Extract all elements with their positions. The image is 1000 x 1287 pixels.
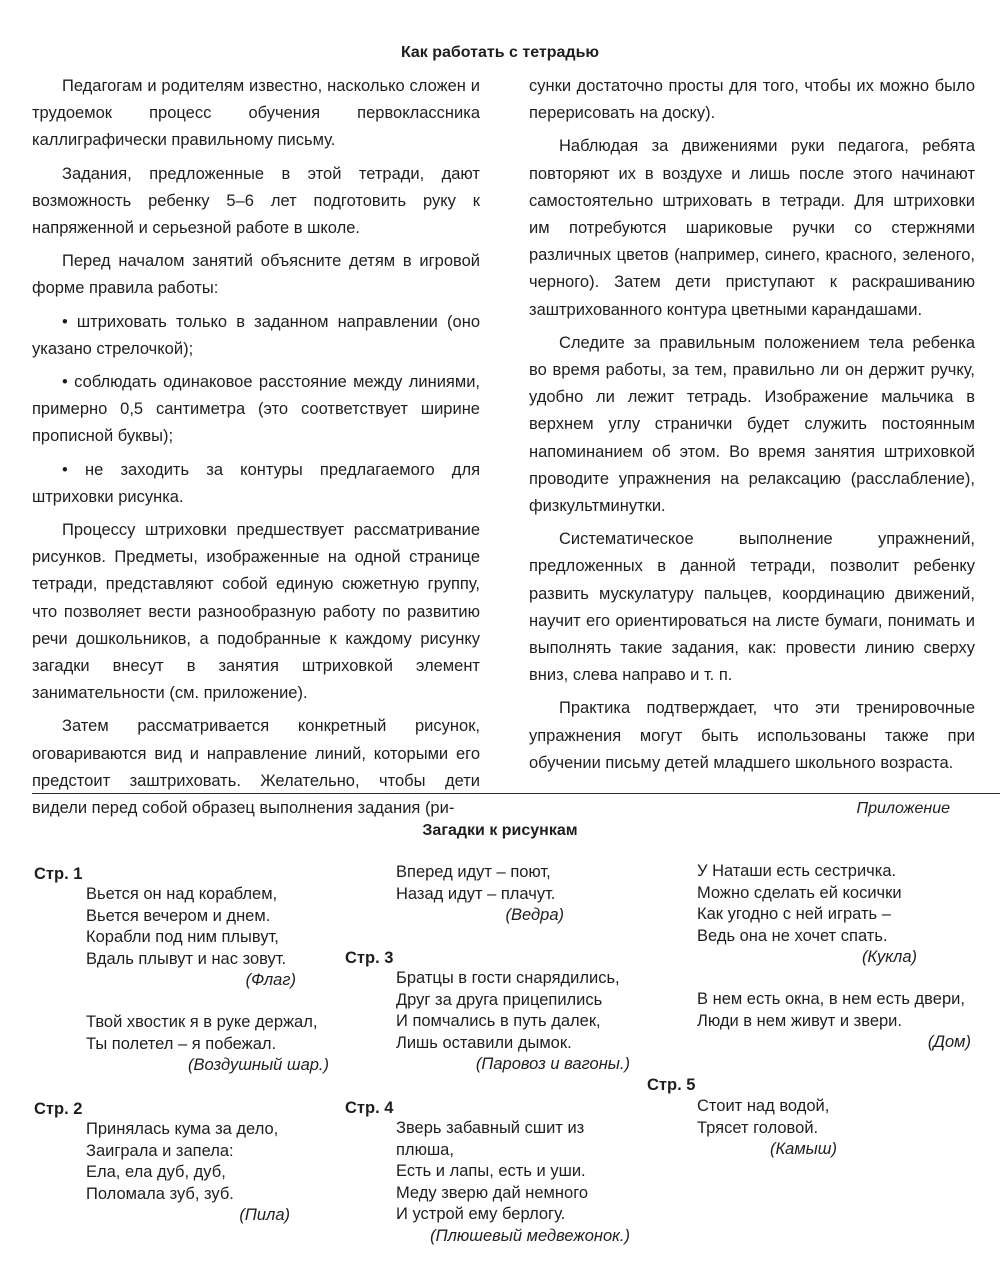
verse-line: Поломала зуб, зуб.	[86, 1184, 234, 1203]
verse-line: Вьется он над кораблем,	[86, 885, 278, 903]
verse-line: Друг за друга прицепились	[396, 990, 603, 1009]
riddle-train	[396, 968, 630, 1076]
paragraph: сунки достаточно просты для того, чтобы их можно было перерисовать на доску).	[529, 77, 975, 123]
page-title: Как работать с тетрадью	[400, 44, 600, 61]
riddle-answer: (Пила)	[239, 1206, 290, 1225]
verse-line: Люди в нем живут и звери.	[697, 1011, 902, 1030]
verse-line: Можно сделать ей косички	[697, 883, 902, 902]
riddle-teddy-bear	[396, 1118, 630, 1248]
rule-bullet: • штриховать только в заданном направлении (оно указано стрелочкой);	[32, 312, 480, 358]
paragraph: Систематическое выполнение упражнений, предложенных в данной тетради, позволит ребенку развить мускулатуру пальцев, координацию движений, научит его ориентироваться на листе бумаги, понимать и выполнять такие задания, как: провести линию сверху вниз, слева направо и т. п.	[529, 530, 975, 685]
paragraph: Наблюдая за движениями руки педагога, ребята повторяют их в воздухе и лишь после этого начинают самостоятельно штриховать в тетради. Для штриховки им потребуются шариковые ручки со стержнями различных цветов (например, синего, красного, зеленого, черного). Затем дети приступают к раскрашиванию заштрихованного контура цветными карандашами.	[529, 137, 975, 319]
verse-line: Вдаль плывут и нас зовут.	[86, 949, 287, 968]
riddle-doll	[697, 861, 917, 969]
verse-line: Ела, ела дуб, дуб,	[86, 1163, 226, 1182]
riddle-house	[697, 989, 971, 1054]
verse-line: Есть и лапы, есть и уши.	[396, 1162, 586, 1181]
verse-line: Как угодно с ней играть –	[697, 905, 891, 924]
paragraph: Задания, предложенные в этой тетради, дают возможность ребенку 5–6 лет подготовить руку к напряженной и серьезной работе в школе.	[32, 164, 480, 238]
page-label-1: Стр. 1	[34, 865, 83, 883]
rule-bullet: • соблюдать одинаковое расстояние между линиями, примерно 0,5 сантиметра (это соответствует ширине прописной буквы);	[32, 373, 480, 446]
verse-line: плюша,	[396, 1140, 454, 1159]
verse-line: Принялась кума за дело,	[86, 1120, 279, 1138]
verse-line: Трясет головой.	[697, 1118, 819, 1137]
riddle-answer: (Кукла)	[861, 948, 917, 967]
paragraph: Практика подтверждает, что эти тренировочные упражнения могут быть использованы также при обучении письму детей младшего школьного возраста.	[529, 699, 975, 772]
verse-line: Вьется вечером и днем.	[86, 906, 271, 925]
paragraph: Следите за правильным положением тела ребенка во время работы, за тем, правильно ли он держит ручку, удобно ли лежит тетрадь. Изображение мальчика в верхнем углу странички будет служить постоянным напоминанием об этом. Во время занятия штриховкой проводите упражнения на релаксацию (расслабление), физкультминутки.	[529, 333, 975, 516]
rule-bullet: • не заходить за контуры предлагаемого для штриховки рисунка.	[32, 460, 480, 506]
verse-line: Корабли под ним плывут,	[86, 928, 279, 947]
appendix-label: Приложение	[856, 800, 950, 817]
riddle-answer: (Дом)	[927, 1033, 971, 1052]
riddle-buckets	[396, 862, 564, 927]
intro-left-column	[32, 73, 480, 828]
intro-right-column	[529, 73, 975, 783]
riddle-answer: (Паровоз и вагоны.)	[475, 1055, 630, 1074]
verse-line: Назад идут – плачут.	[396, 884, 556, 903]
riddle-answer: (Флаг)	[245, 971, 296, 990]
verse-line: Зверь забавный сшит из	[396, 1119, 585, 1137]
riddle-balloon	[86, 1012, 329, 1077]
riddle-answer: (Воздушный шар.)	[188, 1056, 329, 1075]
section-divider	[32, 793, 1000, 794]
verse-line: Твой хвостик я в руке держал,	[86, 1013, 318, 1031]
riddle-answer: (Ведра)	[505, 906, 564, 925]
riddle-answer: (Камыш)	[769, 1140, 837, 1159]
verse-line: И устрой ему берлогу.	[396, 1205, 566, 1224]
paragraph: Перед началом занятий объясните детям в игровой форме правила работы:	[32, 252, 480, 298]
page-label-4: Стр. 4	[345, 1099, 394, 1117]
verse-line: И помчались в путь далек,	[396, 1012, 601, 1031]
page-label-5: Стр. 5	[647, 1076, 696, 1094]
riddle-reed	[697, 1096, 837, 1161]
riddle-saw	[86, 1119, 290, 1227]
verse-line: Братцы в гости снарядились,	[396, 969, 620, 987]
paragraph: Педагогам и родителям известно, насколько сложен и трудоемок процесс обучения первоклассника каллиграфически правильному письму.	[32, 77, 480, 150]
riddles-title: Загадки к рисункам	[422, 822, 578, 839]
verse-line: Лишь оставили дымок.	[396, 1033, 572, 1052]
verse-line: В нем есть окна, в нем есть двери,	[697, 990, 965, 1008]
page-label-2: Стр. 2	[34, 1100, 83, 1118]
verse-line: Ты полетел – я побежал.	[86, 1034, 277, 1053]
verse-line: Ведь она не хочет спать.	[697, 926, 888, 945]
paragraph: Процессу штриховки предшествует рассматривание рисунков. Предметы, изображенные на одной странице тетради, представляют собой единую сюжетную группу, что позволяет вести разнообразную работу по развитию речи дошкольников, а подобранные к каждому рисунку загадки внесут в занятия штриховкой элемент занимательности (см. приложение).	[32, 521, 480, 703]
verse-line: Меду зверю дай немного	[396, 1183, 589, 1202]
riddle-flag	[86, 884, 296, 992]
paragraph: Затем рассматривается конкретный рисунок, оговариваются вид и направление линий, которыми его предстоит заштриховать. Желательно, чтобы дети видели перед собой образец выполнения задания (ри-	[32, 717, 480, 818]
verse-line: Стоит над водой,	[697, 1097, 830, 1115]
verse-line: У Наташи есть сестричка.	[697, 862, 897, 880]
riddle-answer: (Плюшевый медвежонок.)	[430, 1226, 630, 1245]
verse-line: Вперед идут – поют,	[396, 863, 551, 881]
verse-line: Заиграла и запела:	[86, 1141, 234, 1160]
page-label-3: Стр. 3	[345, 949, 394, 967]
